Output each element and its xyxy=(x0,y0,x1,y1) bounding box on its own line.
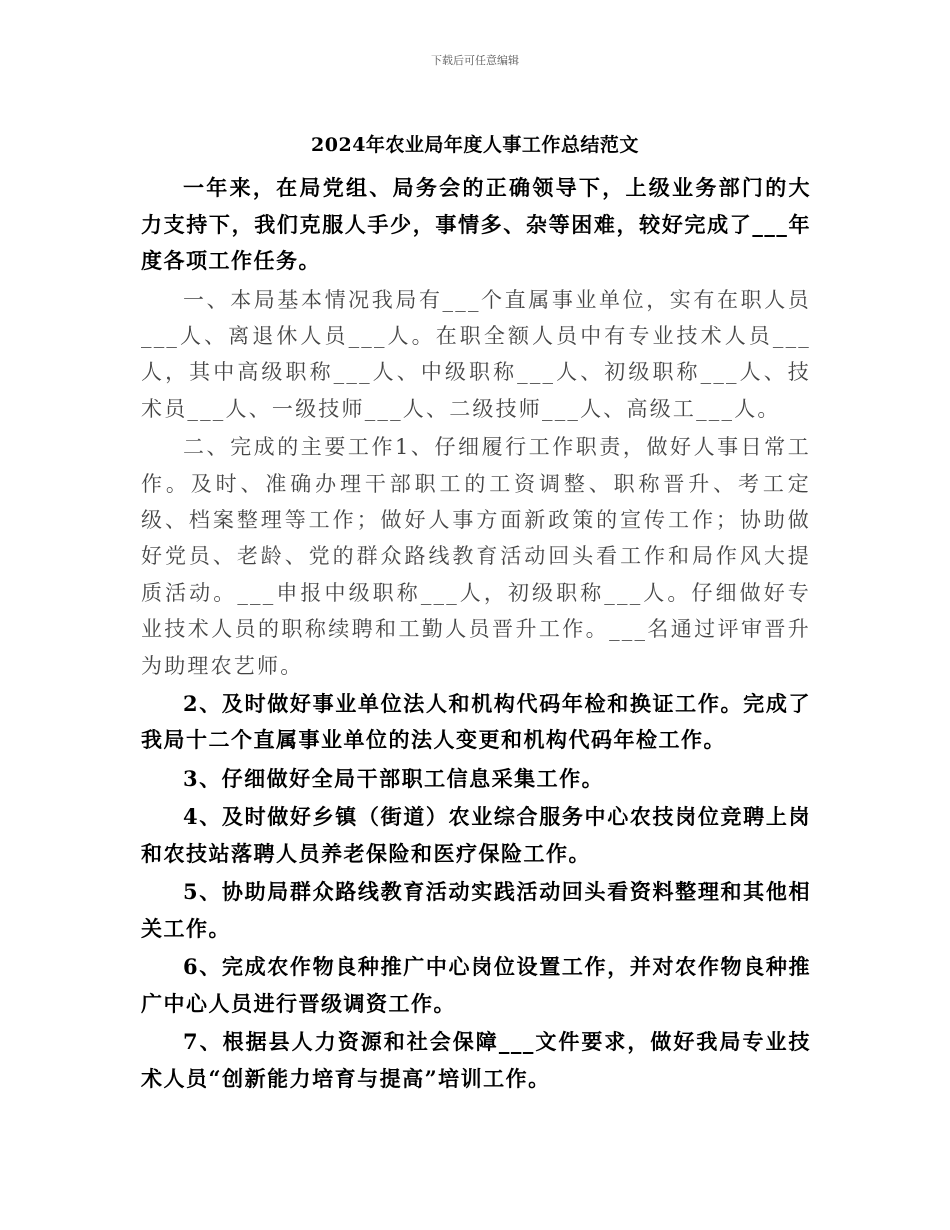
paragraph-item-5: 5、协助局群众路线教育活动实践活动回头看资料整理和其他相关工作。 xyxy=(141,879,811,941)
paragraph-item-2: 2、及时做好事业单位法人和机构代码年检和换证工作。完成了我局十二个直属事业单位的法人变更和机构代码年检工作。 xyxy=(141,690,811,753)
paragraph-intro: 一年来，在局党组、局务会的正确领导下，上级业务部门的大力支持下，我们克服人手少，事情多、杂等困难，较好完成了___年度各项工作任务。 xyxy=(141,175,811,273)
paragraph-item-6: 6、完成农作物良种推广中心岗位设置工作，并对农作物良种推广中心人员进行晋级调资工作。 xyxy=(141,954,811,1016)
paragraph-basic-info: 一、本局基本情况我局有___个直属事业单位，实有在职人员___人、离退休人员___人。在职全额人员中有专业技术人员___人，其中高级职称___人、中级职称___人、初级职称___人、技术员___人、一级技师___人、二级技师___人、高级工___人。 xyxy=(141,287,811,421)
paragraph-main-work: 二、完成的主要工作1、仔细履行工作职责，做好人事日常工作。及时、准确办理干部职工的工资调整、职称晋升、考工定级、档案整理等工作；做好人事方面新政策的宣传工作；协助做好党员、老龄、党的群众路线教育活动回头看工作和局作风大提质活动。___申报中级职称___人，初级职称___人。仔细做好专业技术人员的职称续聘和工勤人员晋升工作。___名通过评审晋升为助理农艺师。 xyxy=(141,435,811,678)
document-title: 2024年农业局年度人事工作总结范文 xyxy=(311,134,639,156)
header-note: 下载后可任意编辑 xyxy=(431,54,519,67)
document-body xyxy=(141,170,811,1099)
paragraph-item-4: 4、及时做好乡镇（街道）农业综合服务中心农技岗位竞聘上岗和农技站落聘人员养老保险和医疗保险工作。 xyxy=(141,804,811,866)
paragraph-item-7: 7、根据县人力资源和社会保障___文件要求，做好我局专业技术人员“创新能力培育与提高”培训工作。 xyxy=(141,1029,811,1091)
paragraph-item-3: 3、仔细做好全局干部职工信息采集工作。 xyxy=(183,765,605,791)
